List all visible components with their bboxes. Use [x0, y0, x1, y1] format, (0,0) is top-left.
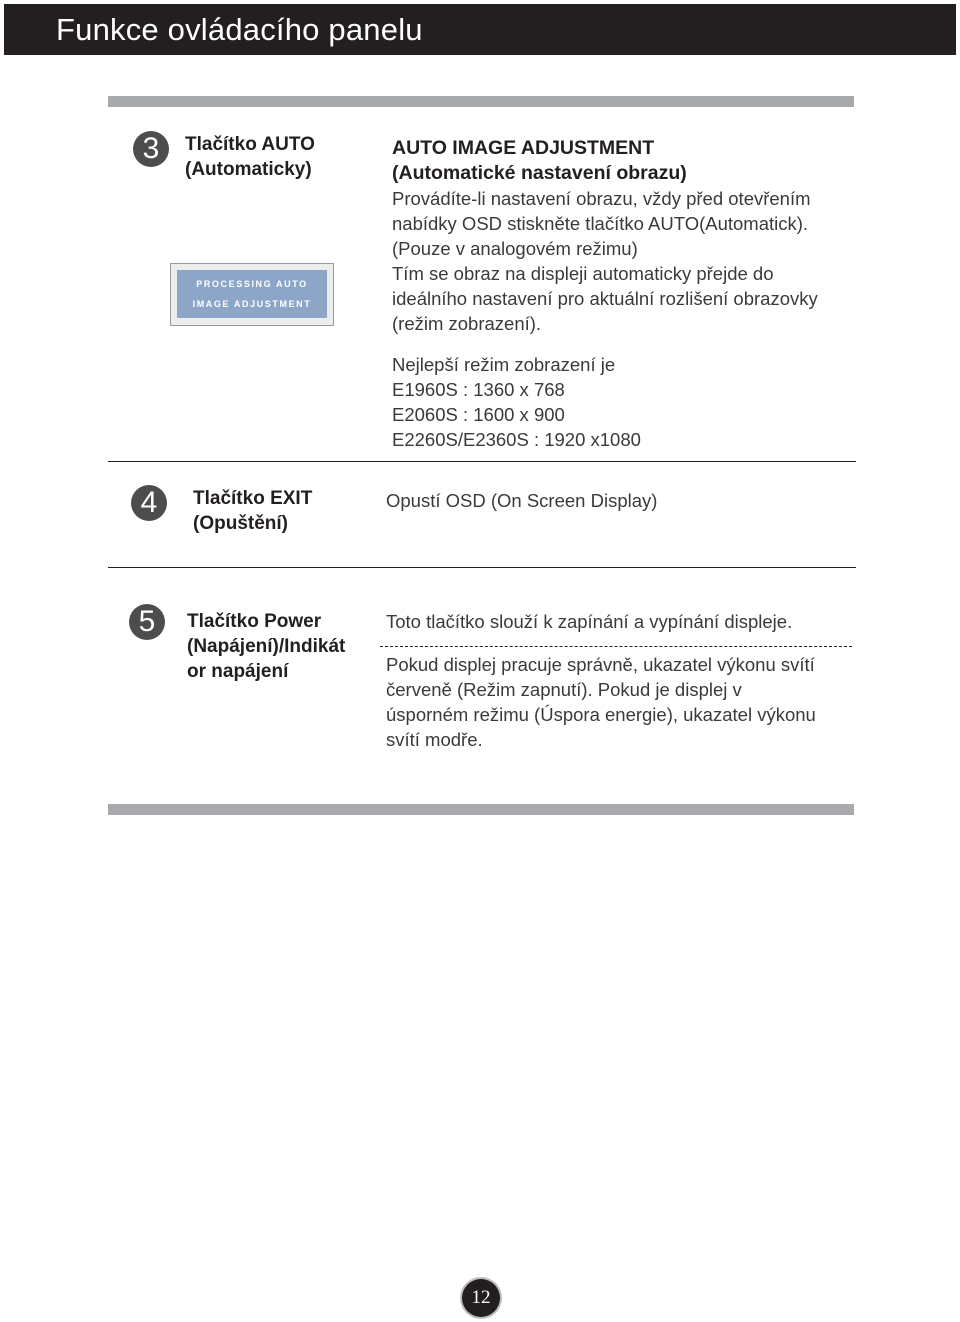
power-desc-line: červeně (Režim zapnutí). Pokud je displej v	[386, 679, 742, 700]
top-divider-bar	[108, 96, 854, 107]
osd-line-2: IMAGE ADJUSTMENT	[192, 299, 312, 309]
auto-button-name-line-1: Tlačítko AUTO	[185, 134, 315, 155]
power-desc-line: úsporném režimu (Úspora energie), ukazatel výkonu	[386, 704, 816, 725]
auto-button-name	[185, 132, 315, 182]
power-desc-line: Pokud displej pracuje správně, ukazatel výkonu svítí	[386, 654, 815, 675]
section-number-4: 4	[131, 485, 167, 521]
auto-button-name-line-2: (Automaticky)	[185, 159, 312, 180]
power-button-name	[187, 609, 345, 684]
auto-title-2: (Automatické nastavení obrazu)	[392, 162, 687, 184]
exit-desc-line: Opustí OSD (On Screen Display)	[386, 490, 658, 511]
power-desc-line: Toto tlačítko slouží k zapínání a vypínání displeje.	[386, 611, 793, 632]
section-number-5: 5	[129, 604, 165, 640]
page-title: Funkce ovládacího panelu	[56, 12, 423, 47]
best-mode-line: E1960S : 1360 x 768	[392, 379, 565, 400]
auto-desc-line: (Pouze v analogovém režimu)	[392, 238, 638, 259]
section-divider	[108, 567, 856, 568]
power-button-name-line-3: or napájení	[187, 661, 289, 682]
osd-message-box	[177, 270, 327, 318]
exit-description	[386, 488, 657, 513]
power-description-top	[386, 609, 792, 634]
exit-button-name-line-1: Tlačítko EXIT	[193, 488, 313, 509]
bottom-divider-bar	[108, 804, 854, 815]
osd-line-1: PROCESSING AUTO	[196, 279, 308, 289]
best-mode-line: Nejlepší režim zobrazení je	[392, 354, 616, 375]
power-desc-line: svítí modře.	[386, 729, 483, 750]
auto-desc-line: Tím se obraz na displeji automaticky přejde do	[392, 263, 774, 284]
auto-title-1: AUTO IMAGE ADJUSTMENT	[392, 137, 655, 159]
section-divider	[108, 461, 856, 462]
section-number-3: 3	[133, 131, 169, 167]
best-mode-line: E2260S/E2360S : 1920 x1080	[392, 429, 641, 450]
osd-processing-message	[170, 263, 334, 326]
auto-description	[392, 136, 818, 336]
auto-desc-line: nabídky OSD stiskněte tlačítko AUTO(Automatick).	[392, 213, 809, 234]
power-button-name-line-2: (Napájení)/Indikát	[187, 636, 346, 657]
page-number: 12	[462, 1279, 500, 1317]
auto-desc-line: Provádíte-li nastavení obrazu, vždy před otevřením	[392, 188, 811, 209]
power-button-name-line-1: Tlačítko Power	[187, 611, 322, 632]
exit-button-name	[193, 486, 312, 536]
auto-desc-line: (režim zobrazení).	[392, 313, 542, 334]
page-header	[4, 4, 956, 55]
auto-desc-line: ideálního nastavení pro aktuální rozlišení obrazovky	[392, 288, 818, 309]
best-mode-line: E2060S : 1600 x 900	[392, 404, 565, 425]
exit-button-name-line-2: (Opuštění)	[193, 513, 288, 534]
dashed-separator	[380, 646, 852, 647]
power-description	[386, 652, 816, 752]
best-mode-list	[392, 352, 641, 452]
